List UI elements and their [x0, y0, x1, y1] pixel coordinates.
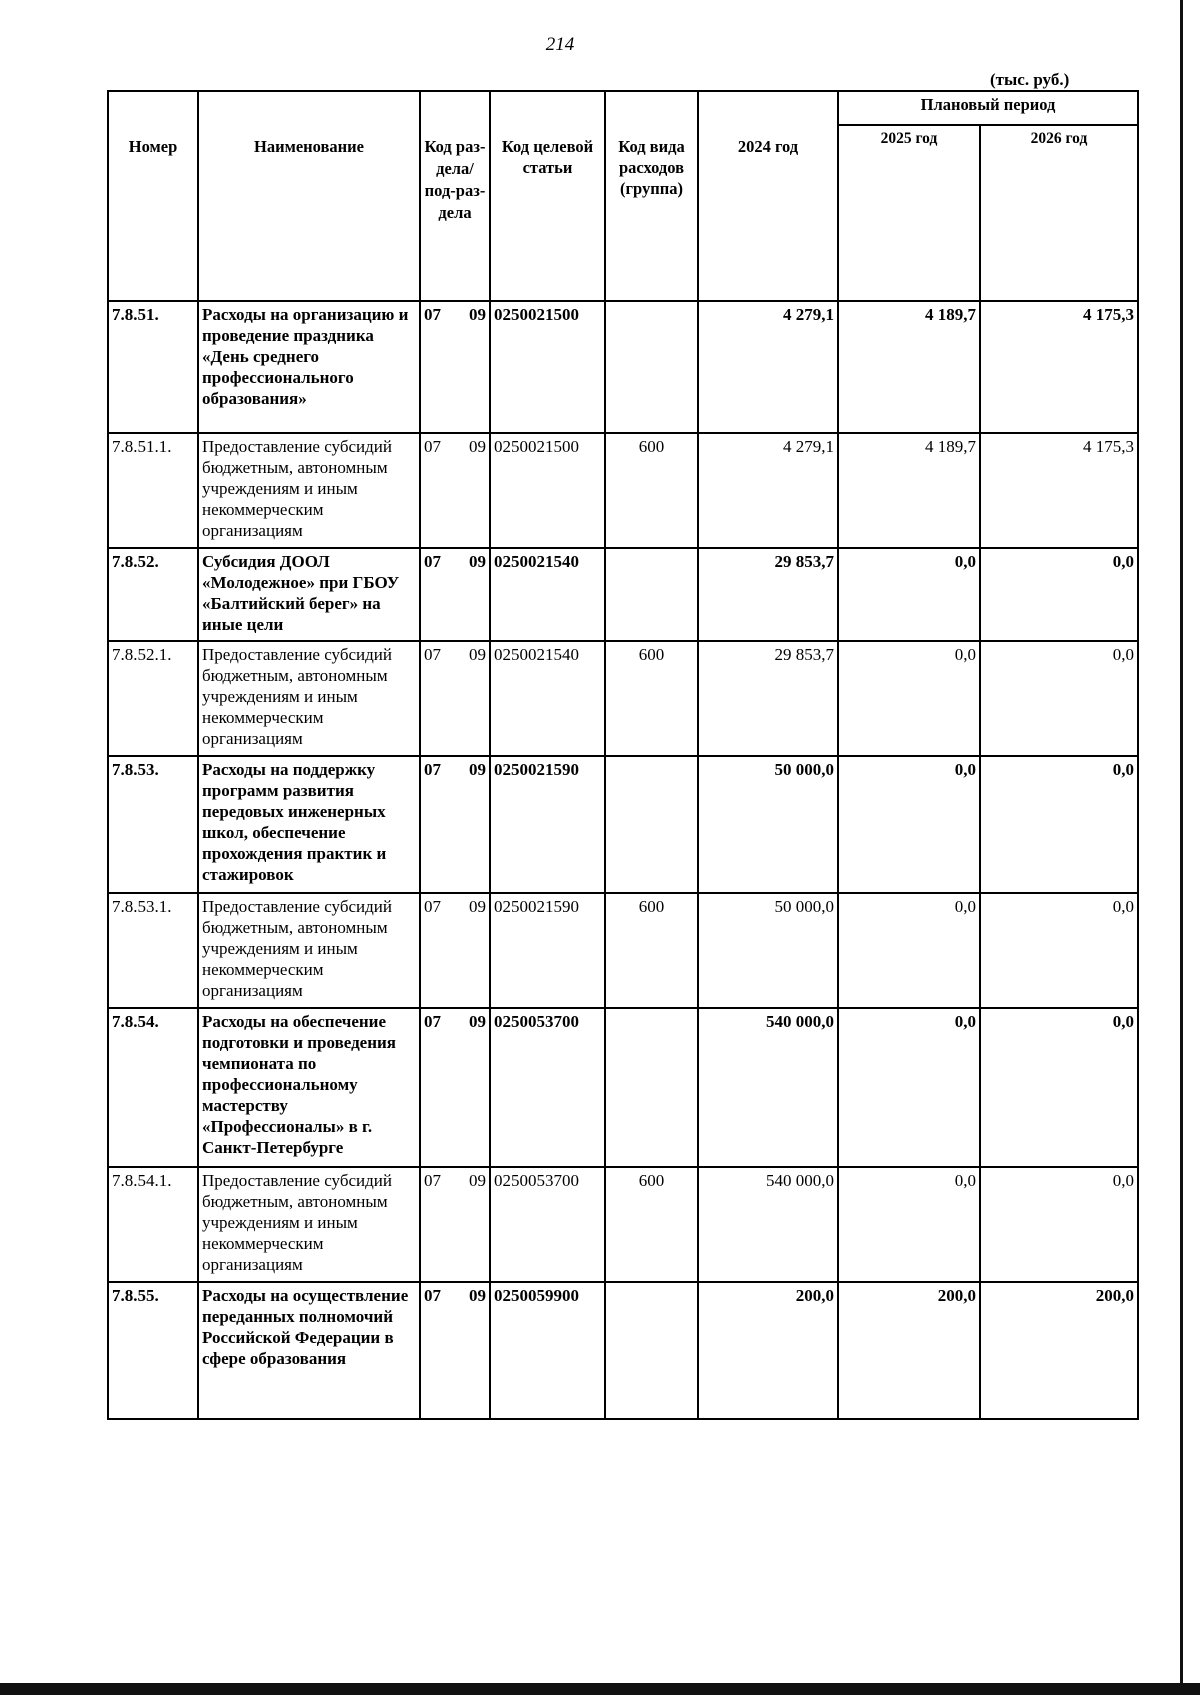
- row-subsection: 09: [469, 1012, 486, 1031]
- row-target: 0250021540: [490, 548, 605, 641]
- row-number: 7.8.52.: [108, 548, 198, 641]
- header-expense-type: Код вида расходов (группа): [605, 91, 698, 301]
- row-section-code: [420, 1282, 490, 1419]
- header-row-top: [108, 91, 1138, 125]
- row-subsection: 09: [469, 552, 486, 571]
- row-name: Субсидия ДООЛ «Молодежное» при ГБОУ «Балтийский берег» на иные цели: [198, 548, 420, 641]
- row-2026: 4 175,3: [980, 433, 1138, 548]
- row-section-code: [420, 433, 490, 548]
- row-2024: 4 279,1: [698, 433, 838, 548]
- table-row: [108, 641, 1138, 756]
- page-number: 214: [545, 34, 575, 55]
- row-2026: 0,0: [980, 893, 1138, 1008]
- table-row: [108, 1167, 1138, 1282]
- row-expense-type: [605, 1282, 698, 1419]
- row-section: 07: [424, 1012, 441, 1031]
- row-name: Предоставление субсидий бюджетным, автономным учреждениям и иным некоммерческим организациям: [198, 1167, 420, 1282]
- header-planned-period: Плановый период: [838, 91, 1138, 125]
- header-2024: 2024 год: [698, 91, 838, 301]
- row-subsection: 09: [469, 645, 486, 664]
- row-2025: 0,0: [838, 641, 980, 756]
- table-row: [108, 301, 1138, 433]
- row-expense-type: 600: [605, 1167, 698, 1282]
- row-section-code: [420, 641, 490, 756]
- row-2025: 4 189,7: [838, 301, 980, 433]
- row-number: 7.8.53.1.: [108, 893, 198, 1008]
- row-name: Расходы на поддержку программ развития передовых инженерных школ, обеспечение прохождения практик и стажировок: [198, 756, 420, 893]
- row-2026: 0,0: [980, 756, 1138, 893]
- row-2024: 540 000,0: [698, 1167, 838, 1282]
- row-2025: 0,0: [838, 548, 980, 641]
- row-2026: 0,0: [980, 1008, 1138, 1167]
- units-label: (тыс. руб.): [990, 70, 1070, 89]
- row-2025: 4 189,7: [838, 433, 980, 548]
- row-2024: 50 000,0: [698, 893, 838, 1008]
- row-subsection: 09: [469, 897, 486, 916]
- row-section: 07: [424, 552, 441, 571]
- row-target: 0250053700: [490, 1167, 605, 1282]
- row-2025: 0,0: [838, 756, 980, 893]
- row-number: 7.8.52.1.: [108, 641, 198, 756]
- row-section: 07: [424, 437, 441, 456]
- table-row: [108, 756, 1138, 893]
- row-2026: 0,0: [980, 1167, 1138, 1282]
- table-row: [108, 893, 1138, 1008]
- row-number: 7.8.51.: [108, 301, 198, 433]
- row-subsection: 09: [469, 760, 486, 779]
- row-section: 07: [424, 305, 441, 324]
- row-number: 7.8.55.: [108, 1282, 198, 1419]
- row-2026: 0,0: [980, 641, 1138, 756]
- row-target: 0250059900: [490, 1282, 605, 1419]
- row-2024: 29 853,7: [698, 641, 838, 756]
- budget-table: [107, 90, 1139, 1420]
- row-number: 7.8.53.: [108, 756, 198, 893]
- row-2024: 540 000,0: [698, 1008, 838, 1167]
- row-name: Предоставление субсидий бюджетным, автономным учреждениям и иным некоммерческим организациям: [198, 433, 420, 548]
- scan-edge: [1180, 0, 1183, 1695]
- scan-bottom-band: [0, 1683, 1200, 1695]
- row-expense-type: 600: [605, 433, 698, 548]
- row-name: Расходы на организацию и проведение праздника «День среднего профессионального образования»: [198, 301, 420, 433]
- row-2024: 50 000,0: [698, 756, 838, 893]
- row-target: 0250021540: [490, 641, 605, 756]
- header-target: Код целевой статьи: [490, 91, 605, 301]
- row-section: 07: [424, 645, 441, 664]
- row-number: 7.8.54.1.: [108, 1167, 198, 1282]
- row-expense-type: 600: [605, 893, 698, 1008]
- row-2025: 0,0: [838, 1008, 980, 1167]
- row-number: 7.8.51.1.: [108, 433, 198, 548]
- row-name: Предоставление субсидий бюджетным, автономным учреждениям и иным некоммерческим организациям: [198, 641, 420, 756]
- table-row: [108, 433, 1138, 548]
- row-number: 7.8.54.: [108, 1008, 198, 1167]
- row-target: 0250053700: [490, 1008, 605, 1167]
- row-name: Расходы на осуществление переданных полномочий Российской Федерации в сфере образования: [198, 1282, 420, 1419]
- row-section: 07: [424, 897, 441, 916]
- row-2026: 4 175,3: [980, 301, 1138, 433]
- row-2025: 0,0: [838, 893, 980, 1008]
- header-name: Наименование: [198, 91, 420, 301]
- row-2024: 29 853,7: [698, 548, 838, 641]
- row-2025: 200,0: [838, 1282, 980, 1419]
- row-section-code: [420, 1167, 490, 1282]
- row-2024: 200,0: [698, 1282, 838, 1419]
- header-section: Код раз-дела/ под-раз-дела: [420, 91, 490, 301]
- row-expense-type: [605, 1008, 698, 1167]
- table-row: [108, 548, 1138, 641]
- row-section: 07: [424, 1171, 441, 1190]
- table-row: [108, 1282, 1138, 1419]
- row-subsection: 09: [469, 1286, 486, 1305]
- row-section-code: [420, 893, 490, 1008]
- row-2026: 0,0: [980, 548, 1138, 641]
- row-subsection: 09: [469, 1171, 486, 1190]
- row-target: 0250021590: [490, 893, 605, 1008]
- row-subsection: 09: [469, 305, 486, 324]
- row-section: 07: [424, 760, 441, 779]
- row-2026: 200,0: [980, 1282, 1138, 1419]
- row-expense-type: [605, 548, 698, 641]
- header-2025: 2025 год: [838, 125, 980, 301]
- row-2024: 4 279,1: [698, 301, 838, 433]
- header-2026: 2026 год: [980, 125, 1138, 301]
- row-section: 07: [424, 1286, 441, 1305]
- row-expense-type: [605, 756, 698, 893]
- row-target: 0250021500: [490, 301, 605, 433]
- row-subsection: 09: [469, 437, 486, 456]
- row-expense-type: 600: [605, 641, 698, 756]
- row-name: Расходы на обеспечение подготовки и проведения чемпионата по профессиональному мастерству «Профессионалы» в г. Санкт-Петербурге: [198, 1008, 420, 1167]
- row-target: 0250021590: [490, 756, 605, 893]
- row-section-code: [420, 1008, 490, 1167]
- row-name: Предоставление субсидий бюджетным, автономным учреждениям и иным некоммерческим организациям: [198, 893, 420, 1008]
- row-expense-type: [605, 301, 698, 433]
- row-2025: 0,0: [838, 1167, 980, 1282]
- row-section-code: [420, 548, 490, 641]
- row-section-code: [420, 756, 490, 893]
- header-number: Номер: [108, 91, 198, 301]
- table-row: [108, 1008, 1138, 1167]
- row-section-code: [420, 301, 490, 433]
- row-target: 0250021500: [490, 433, 605, 548]
